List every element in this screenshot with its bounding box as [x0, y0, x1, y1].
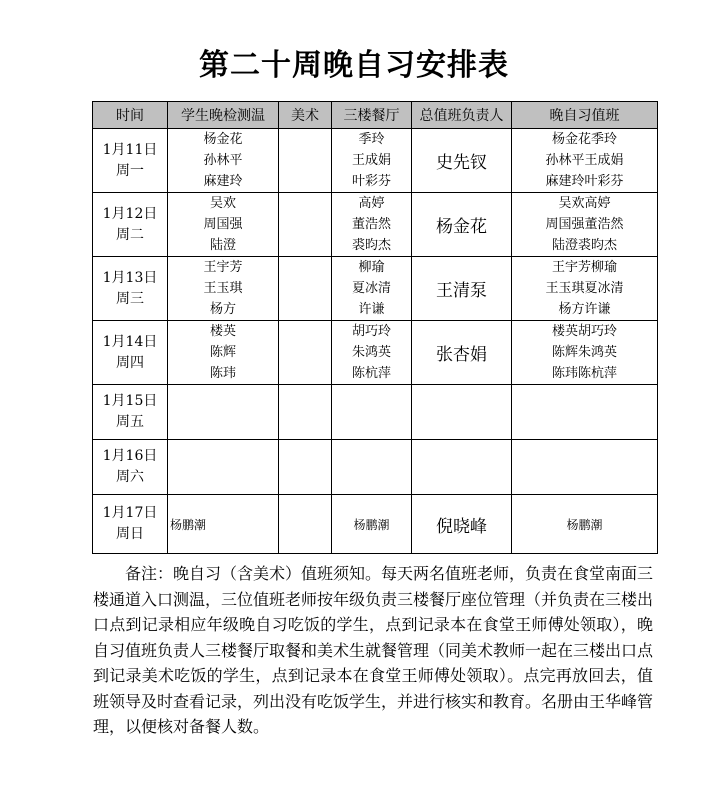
- header-time: 时间: [93, 102, 168, 129]
- header-evening-duty: 晚自习值班: [512, 102, 658, 129]
- name-text: 王玉琪夏冰清: [545, 281, 624, 296]
- table-row: [93, 385, 658, 440]
- name-text: 朱鸿英: [351, 345, 391, 360]
- date-text: 1月11日: [102, 141, 158, 158]
- name-text: 叶彩芬: [351, 174, 391, 189]
- canteen-cell: 杨鹏潮: [332, 495, 412, 554]
- name-text: 杨方许谦: [558, 302, 611, 317]
- duty-lead-cell: 倪晓峰: [412, 495, 512, 554]
- date-text: 1月13日: [102, 269, 158, 286]
- canteen-cell: [332, 129, 412, 193]
- evening-duty-cell: 杨鹏潮: [512, 495, 658, 554]
- date-cell: [93, 440, 168, 495]
- weekday-text: 周三: [116, 290, 144, 307]
- duty-notice: 备注：晚自习（含美术）值班须知。每天两名值班老师，负责在食堂南面三楼通道入口测温，三位值班老师按年级负责三楼餐厅座位管理（并负责在三楼出口点到记录相应年级晚自习吃饭的学生，点到记录本在食堂王师傅处领取），晚自习值班负责人三楼餐厅取餐和美术生就餐管理（同美术教师一起在三楼出口点到记录美术吃饭的学生，点到记录本在食堂王师傅处领取）。点完再放回去，值班领导及时查看记录，列出没有吃饭学生，并进行核实和教育。名册由王华峰管理，以便核对备餐人数。: [93, 564, 654, 736]
- name-text: 孙林平: [203, 153, 243, 168]
- name-text: 胡巧玲: [351, 324, 391, 339]
- art-cell: [279, 257, 332, 321]
- name-text: 陆澄: [209, 238, 236, 253]
- temperature-cell: [168, 193, 279, 257]
- name-text: 吴欢: [209, 196, 236, 211]
- canteen-cell: [332, 440, 412, 495]
- duty-lead-cell: 史先钗: [412, 129, 512, 193]
- name-text: 夏冰清: [351, 281, 391, 296]
- weekday-text: 周五: [116, 414, 144, 430]
- name-text: 陈杭萍: [351, 366, 391, 381]
- header-art: 美术: [279, 102, 332, 129]
- date-cell: [93, 257, 168, 321]
- name-text: 楼英胡巧玲: [551, 324, 617, 339]
- name-text: 陈玮陈杭萍: [551, 366, 617, 381]
- duty-lead-cell: [412, 385, 512, 440]
- weekday-text: 周日: [116, 526, 144, 542]
- table-row: [93, 321, 658, 385]
- duty-lead-cell: 杨金花: [412, 193, 512, 257]
- date-cell: [93, 321, 168, 385]
- art-cell: [279, 321, 332, 385]
- page-title: 第二十周晚自习安排表: [199, 48, 509, 83]
- date-text: 1月16日: [102, 448, 158, 464]
- name-text: 麻建玲叶彩芬: [545, 174, 624, 189]
- duty-lead-cell: [412, 440, 512, 495]
- name-text: 陈辉: [209, 345, 236, 360]
- canteen-cell: [332, 385, 412, 440]
- header-duty-lead: 总值班负责人: [412, 102, 512, 129]
- temperature-cell: 杨鹏潮: [168, 495, 279, 554]
- temperature-cell: [168, 321, 279, 385]
- table-row: [93, 495, 658, 554]
- name-text: 杨方: [209, 302, 236, 317]
- name-text: 裘昀杰: [351, 238, 391, 253]
- name-text: 高婷: [358, 196, 385, 211]
- name-text: 周国强: [203, 217, 243, 232]
- table-row: [93, 440, 658, 495]
- name-text: 陆澄裘昀杰: [551, 238, 617, 253]
- weekday-text: 周六: [116, 469, 144, 485]
- canteen-cell: [332, 257, 412, 321]
- table-row: [93, 129, 658, 193]
- header-canteen: 三楼餐厅: [332, 102, 412, 129]
- canteen-cell: [332, 321, 412, 385]
- table-row: [93, 193, 658, 257]
- temperature-cell: [168, 385, 279, 440]
- temperature-cell: [168, 129, 279, 193]
- evening-duty-cell: [512, 385, 658, 440]
- canteen-cell: [332, 193, 412, 257]
- weekday-text: 周一: [116, 162, 144, 179]
- duty-lead-cell: 王清泵: [412, 257, 512, 321]
- name-text: 王宇芳柳瑜: [551, 260, 617, 275]
- name-text: 王成娟: [351, 153, 391, 168]
- date-cell: [93, 495, 168, 554]
- weekday-text: 周二: [116, 226, 144, 243]
- art-cell: [279, 129, 332, 193]
- date-cell: [93, 193, 168, 257]
- temperature-cell: [168, 257, 279, 321]
- temperature-cell: [168, 440, 279, 495]
- art-cell: [279, 495, 332, 554]
- date-text: 1月17日: [102, 505, 158, 521]
- name-text: 周国强董浩然: [545, 217, 624, 232]
- duty-lead-cell: 张杏娟: [412, 321, 512, 385]
- name-text: 王玉琪: [203, 281, 243, 296]
- evening-duty-cell: [512, 257, 658, 321]
- name-text: 陈辉朱鸿英: [551, 345, 617, 360]
- name-text: 孙林平王成娟: [545, 153, 624, 168]
- name-text: 陈玮: [209, 366, 236, 381]
- evening-duty-cell: [512, 129, 658, 193]
- schedule-table: [92, 101, 658, 554]
- evening-duty-cell: [512, 193, 658, 257]
- date-text: 1月12日: [102, 205, 158, 222]
- name-text: 王宇芳: [203, 260, 243, 275]
- date-cell: [93, 129, 168, 193]
- name-text: 楼英: [209, 324, 236, 339]
- name-text: 季玲: [358, 132, 385, 147]
- art-cell: [279, 440, 332, 495]
- date-text: 1月15日: [102, 393, 158, 409]
- table-row: [93, 257, 658, 321]
- header-row: [93, 102, 658, 129]
- art-cell: [279, 193, 332, 257]
- date-cell: [93, 385, 168, 440]
- name-text: 柳瑜: [358, 260, 385, 275]
- evening-duty-cell: [512, 440, 658, 495]
- name-text: 麻建玲: [203, 174, 243, 189]
- name-text: 董浩然: [351, 217, 391, 232]
- name-text: 吴欢高婷: [558, 196, 611, 211]
- weekday-text: 周四: [116, 354, 144, 371]
- header-temperature-check: 学生晚检测温: [168, 102, 279, 129]
- evening-duty-cell: [512, 321, 658, 385]
- name-text: 许谦: [358, 302, 385, 317]
- name-text: 杨金花: [203, 132, 243, 147]
- art-cell: [279, 385, 332, 440]
- name-text: 杨金花季玲: [551, 132, 617, 147]
- date-text: 1月14日: [102, 333, 158, 350]
